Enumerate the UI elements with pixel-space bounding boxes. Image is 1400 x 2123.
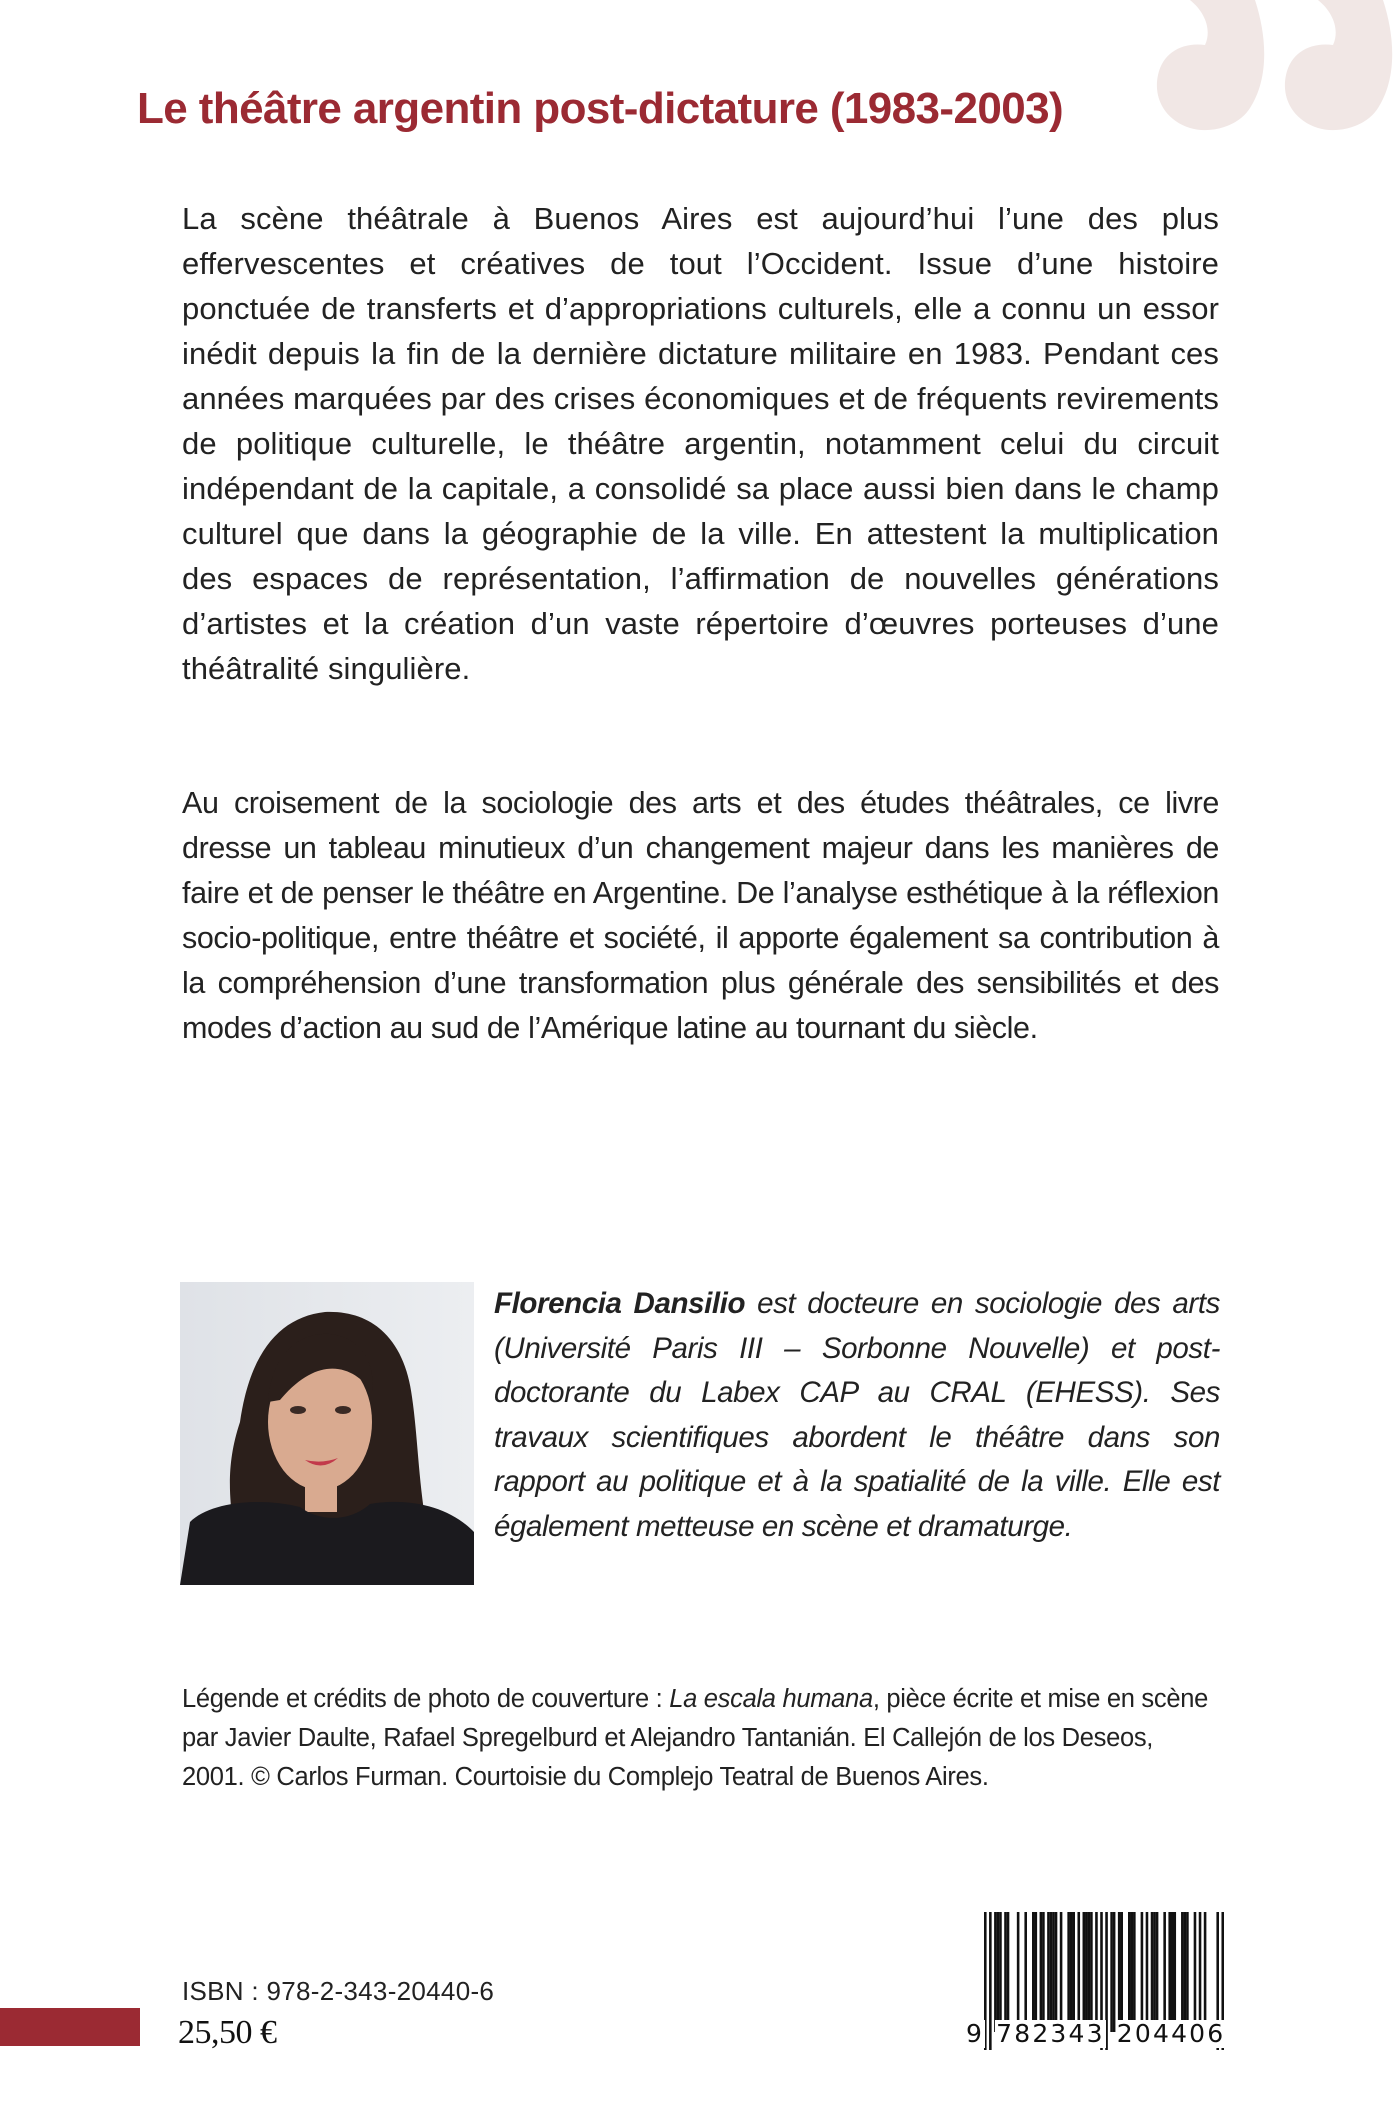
barcode-bar xyxy=(1090,1912,1093,2032)
barcode-bar xyxy=(1151,1912,1154,2032)
author-bio xyxy=(494,1282,1220,1550)
barcode-bar xyxy=(1113,1912,1116,2032)
barcode-first-digit: 9 xyxy=(966,2019,985,2048)
summary-paragraph-2: Au croisement de la sociologie des arts et des études théâtrales, ce livre dresse un tableau minutieux d’un changement majeur dans les manières de faire et de penser le théâtre en Argentine. De l’analyse esthétique à la réflexion socio-politique, entre théâtre et société, il apporte également sa contribution à la compréhension d’une transformation plus générale des sensibilités et des modes d’action au sud de l’Amérique latine au tournant du siècle. xyxy=(182,786,1219,1045)
barcode-bar xyxy=(1070,1912,1073,2032)
barcode-bar xyxy=(999,1912,1002,2032)
barcode-bar xyxy=(1168,1912,1171,2032)
barcode-bar xyxy=(1133,1912,1136,2032)
barcode-bar xyxy=(1194,1912,1197,2032)
barcode-bar xyxy=(1035,1912,1038,2032)
barcode-bar xyxy=(1095,1912,1098,2032)
barcode-bar xyxy=(1181,1912,1184,2032)
barcode-right-group: 204406 xyxy=(1116,2019,1226,2048)
cover-photo-caption xyxy=(182,1680,1222,1797)
barcode-bar xyxy=(1040,1912,1043,2032)
barcode-bar xyxy=(997,1912,1000,2032)
barcode-bar xyxy=(1204,1912,1207,2032)
accent-bar xyxy=(0,2008,140,2046)
barcode-bar xyxy=(1032,1912,1035,2032)
author-bio-text: est docteure en sociologie des arts (Université Paris III – Sorbonne Nouvelle) et post-doctorante du Labex CAP au CRAL (EHESS). Ses travaux scientifiques abordent le théâtre dans son rapport au politique et à la spatialité de la ville. Elle est également metteuse en scène et dramaturge. xyxy=(494,1287,1220,1543)
barcode-bar xyxy=(1146,1912,1149,2032)
caption-prefix: Légende et crédits de photo de couverture : xyxy=(182,1685,670,1713)
barcode-bar xyxy=(1024,1912,1027,2032)
author-name: Florencia Dansilio xyxy=(494,1287,746,1320)
barcode-bar xyxy=(1156,1912,1159,2032)
barcode-bar xyxy=(1128,1912,1131,2032)
barcode-bar xyxy=(1184,1912,1187,2032)
barcode-bar xyxy=(1072,1912,1075,2032)
barcode-bar xyxy=(1088,1912,1091,2032)
barcode-digits xyxy=(965,2020,1227,2052)
isbn-label: ISBN : 978-2-343-20440-6 xyxy=(182,1976,495,2006)
author-photo xyxy=(180,1282,474,1585)
barcode-bar xyxy=(1141,1912,1144,2032)
closing-quote-icon xyxy=(1150,0,1400,135)
barcode-bar xyxy=(1131,1912,1134,2032)
price-label: 25,50 € xyxy=(178,2014,277,2051)
barcode-bar xyxy=(1118,1912,1121,2032)
barcode-bar xyxy=(1007,1912,1010,2032)
barcode-bar xyxy=(1173,1912,1176,2032)
caption-rest: , pièce écrite et mise en scène par Javier Daulte, Rafael Spregelburd et Alejandro Tantanián. El Callejón de los Deseos, 2001. © Carlos Furman. Courtoisie du Complejo Teatral de Buenos Aires. xyxy=(182,1685,1208,1791)
barcode-bar xyxy=(1083,1912,1086,2032)
summary-paragraph-1: La scène théâtrale à Buenos Aires est aujourd’hui l’une des plus effervescentes et créatives de tout l’Occident. Issue d’une histoire ponctuée de transferts et d’appropriations culturels, elle a connu un essor inédit depuis la fin de la dernière dictature militaire en 1983. Pendant ces années marquées par des crises économiques et de fréquents revirements de politique culturelle, le théâtre argentin, notamment celui du circuit indépendant de la capitale, a consolidé sa place aussi bien dans le champ culturel que dans la géographie de la ville. En attestent la multiplication des espaces de représentation, l’affirmation de nouvelles générations d’artistes et la création d’un vaste répertoire d’œuvres porteuses d’une théâtralité singulière. xyxy=(182,201,1219,686)
barcode-bar xyxy=(1052,1912,1055,2032)
barcode-bar xyxy=(1153,1912,1156,2032)
barcode-bar xyxy=(1110,1912,1113,2032)
barcode-bar xyxy=(1077,1912,1080,2032)
barcode-bar xyxy=(1047,1912,1050,2032)
barcode-bar xyxy=(994,1912,997,2032)
barcode-bar xyxy=(1163,1912,1166,2032)
barcode-bar xyxy=(1042,1912,1045,2032)
barcode-bar xyxy=(1060,1912,1063,2032)
caption-work-title: La escala humana xyxy=(669,1685,873,1713)
barcode-bar xyxy=(1085,1912,1088,2032)
barcode-bar xyxy=(1067,1912,1070,2032)
barcode-bar xyxy=(1050,1912,1053,2032)
book-title: Le théâtre argentin post-dictature (1983-2003) xyxy=(137,84,1064,133)
barcode-bar xyxy=(1004,1912,1007,2032)
barcode-bar xyxy=(1199,1912,1202,2032)
barcode-left-group: 782343 xyxy=(996,2019,1105,2048)
barcode-bar xyxy=(1186,1912,1189,2032)
barcode-bar xyxy=(1017,1912,1020,2032)
barcode-bar xyxy=(1120,1912,1123,2032)
author-portrait-icon xyxy=(180,1282,474,1585)
barcode-bar xyxy=(1055,1912,1058,2032)
barcode-bar xyxy=(1171,1912,1174,2032)
